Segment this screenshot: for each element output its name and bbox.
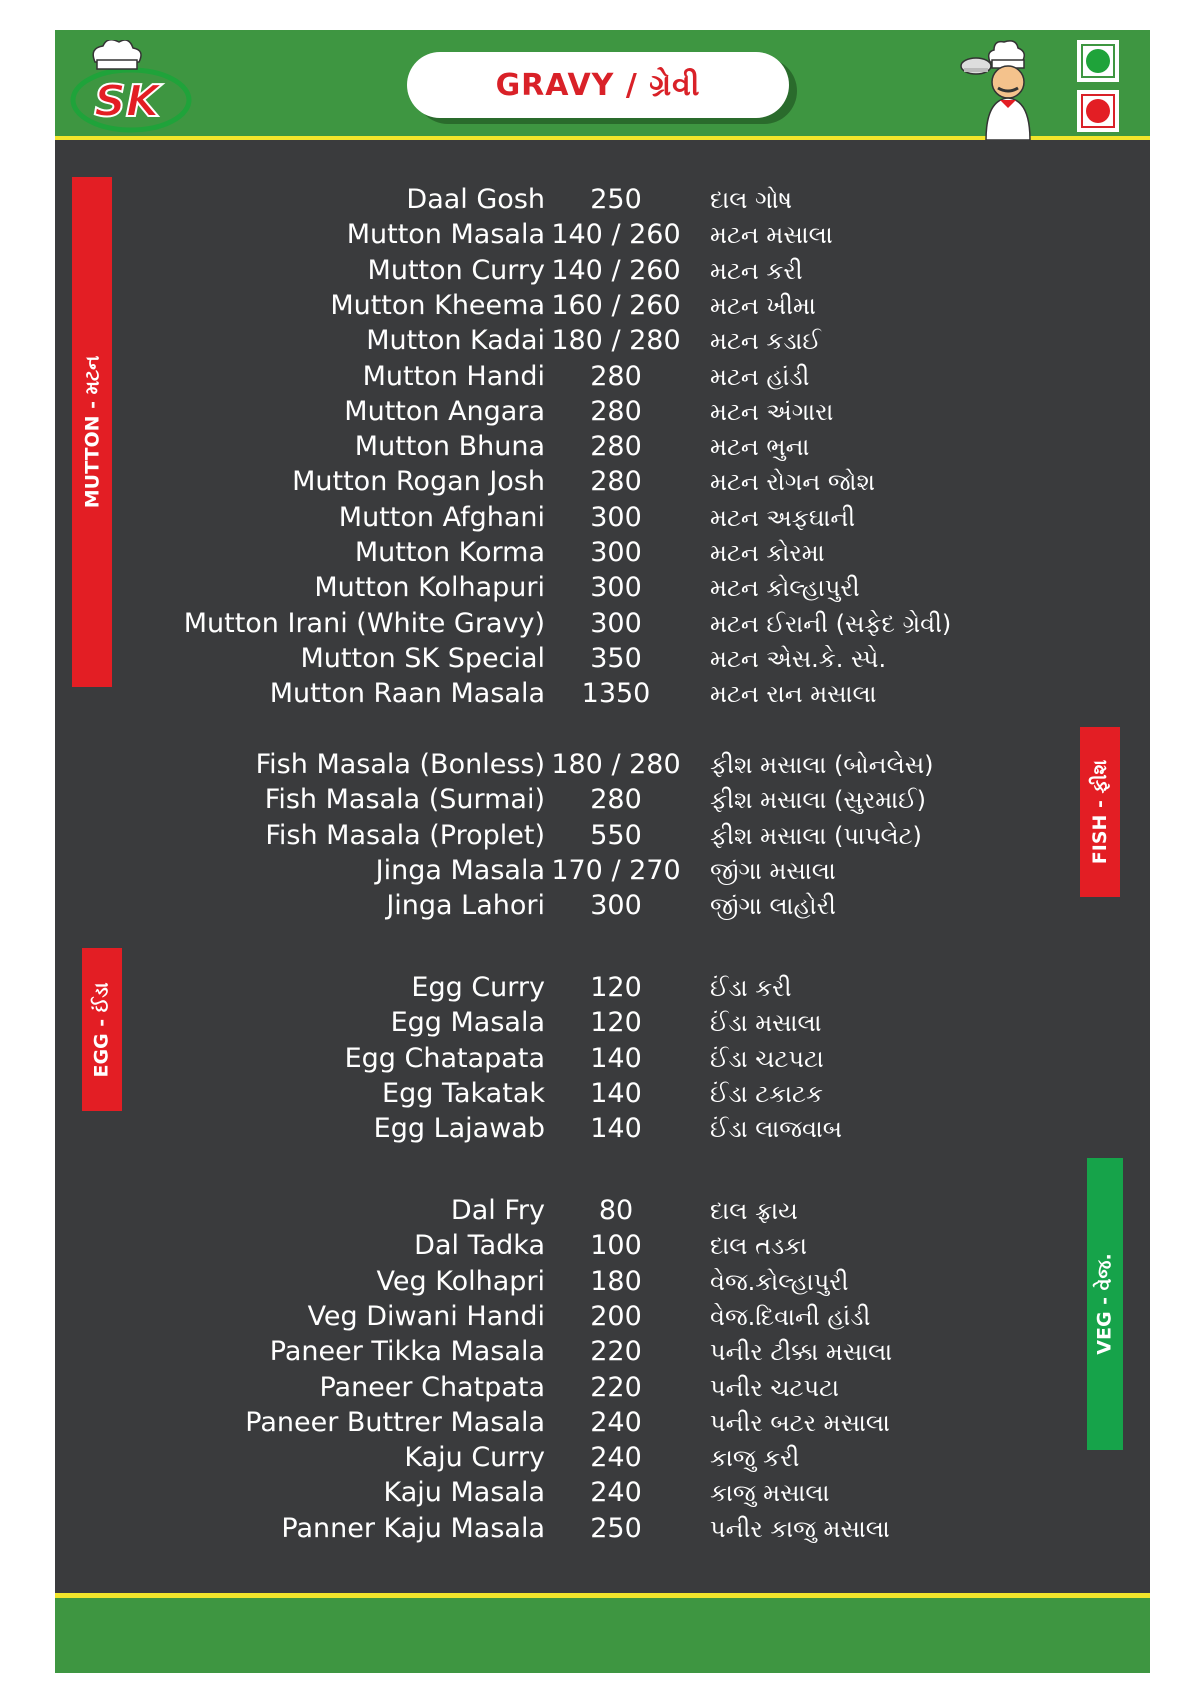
dish-price: 240 <box>590 1442 642 1474</box>
menu-item-row <box>55 429 1150 465</box>
menu-item-row <box>55 641 1150 677</box>
dish-name-english: Mutton Afghani <box>338 501 545 533</box>
dish-price: 280 <box>590 784 642 816</box>
dish-price: 140 <box>590 1042 642 1074</box>
menu-item-row <box>55 253 1150 289</box>
dish-name-gujarati: મટન કોલ્હાપુરી <box>710 574 860 603</box>
sk-logo <box>65 40 195 135</box>
veg-mark-icon <box>1077 40 1119 82</box>
dish-price: 250 <box>590 1512 642 1544</box>
dish-name-gujarati: મટન કરી <box>710 256 803 285</box>
menu-item-row <box>55 970 1150 1006</box>
menu-item-row <box>55 1193 1150 1229</box>
dish-name-gujarati: મટન એસ.કે. સ્પે. <box>710 644 887 673</box>
dish-price: 250 <box>590 184 642 215</box>
svg-text:SK: SK <box>94 76 160 127</box>
dish-name-gujarati: ઈંડા ટકાટક <box>710 1079 823 1108</box>
menu-item-row <box>55 853 1150 889</box>
dish-name-gujarati: મટન ઈરાની (સફેદ ગ્રેવી) <box>710 609 952 638</box>
menu-item-row <box>55 1005 1150 1041</box>
dish-name-english: Dal Fry <box>450 1195 545 1226</box>
menu-item-row <box>55 1076 1150 1112</box>
menu-item-row <box>55 535 1150 571</box>
dish-name-english: Mutton Angara <box>344 395 545 427</box>
dish-name-english: Egg Chatapata <box>344 1042 545 1074</box>
dish-price: 1350 <box>581 678 651 710</box>
dish-name-english: Egg Curry <box>411 972 545 1003</box>
dish-price: 140 <box>590 1113 642 1145</box>
dish-price: 140 / 260 <box>551 254 681 286</box>
menu-item-row <box>55 818 1150 854</box>
menu-item-row <box>55 1370 1150 1406</box>
dish-name-gujarati: મટન હાંડી <box>710 362 810 391</box>
dish-name-english: Jinga Masala <box>375 854 545 886</box>
dish-price: 220 <box>590 1336 642 1368</box>
menu-item-row <box>55 288 1150 324</box>
dish-name-english: Mutton Curry <box>367 254 545 286</box>
dish-name-gujarati: દાલ ફ્રાય <box>710 1197 798 1225</box>
menu-item-row <box>55 359 1150 395</box>
dish-price: 280 <box>590 360 642 392</box>
menu-item-row <box>55 1475 1150 1511</box>
menu-item-row <box>55 1511 1150 1547</box>
dish-name-gujarati: ઈંડા ચટપટા <box>710 1044 824 1073</box>
dish-name-gujarati: પનીર કાજુ મસાલા <box>710 1514 890 1543</box>
header-band <box>55 30 1150 140</box>
menu-item-row <box>55 1041 1150 1077</box>
dish-name-english: Fish Masala (Bonless) <box>255 749 545 780</box>
dish-name-gujarati: ફીશ મસાલા (સુરમાઈ) <box>710 786 926 815</box>
menu-item-row <box>55 1440 1150 1476</box>
dish-price: 180 / 280 <box>551 325 681 357</box>
dish-name-gujarati: ઈંડા લાજવાબ <box>710 1115 843 1144</box>
dish-name-gujarati: દાલ તડકા <box>710 1232 807 1261</box>
dish-name-gujarati: મટન કડાઈ <box>710 327 821 356</box>
dish-name-english: Egg Lajawab <box>373 1113 545 1145</box>
dish-price: 100 <box>590 1230 642 1262</box>
dish-name-gujarati: મટન રાન મસાલા <box>710 680 877 709</box>
dish-price: 300 <box>590 890 642 922</box>
dish-name-english: Jinga Lahori <box>386 890 545 922</box>
dish-name-english: Fish Masala (Surmai) <box>264 784 545 816</box>
dish-name-english: Daal Gosh <box>406 184 545 215</box>
dish-name-english: Mutton Raan Masala <box>269 678 545 710</box>
dish-name-gujarati: ઈંડા કરી <box>710 974 792 1002</box>
menu-item-row <box>55 782 1150 818</box>
dish-name-english: Fish Masala (Proplet) <box>265 819 545 851</box>
dish-price: 180 <box>590 1265 642 1297</box>
dish-price: 220 <box>590 1371 642 1403</box>
dish-price: 280 <box>590 466 642 498</box>
menu-card <box>55 30 1150 1673</box>
dish-price: 80 <box>598 1195 634 1226</box>
dish-price: 300 <box>590 572 642 604</box>
menu-item-row <box>55 323 1150 359</box>
page-title: GRAVY / ગ્રેવી <box>495 67 701 103</box>
dish-name-english: Mutton Kadai <box>366 325 545 357</box>
dish-price: 350 <box>590 642 642 674</box>
menu-item-row <box>55 182 1150 218</box>
dish-price: 280 <box>590 395 642 427</box>
menu-item-row <box>55 394 1150 430</box>
menu-item-row <box>55 1405 1150 1441</box>
dish-name-english: Egg Takatak <box>382 1077 545 1109</box>
dish-price: 280 <box>590 431 642 463</box>
dish-name-gujarati: કાજુ મસાલા <box>710 1479 830 1508</box>
fish-section-tab: FISH - ફીશ <box>1080 727 1120 897</box>
dish-name-gujarati: મટન અંગારા <box>710 397 834 426</box>
dish-name-english: Mutton Rogan Josh <box>292 466 545 498</box>
menu-item-row <box>55 606 1150 642</box>
dish-name-english: Mutton Kheema <box>330 289 545 321</box>
dish-price: 240 <box>590 1477 642 1509</box>
dish-name-gujarati: મટન ભુના <box>710 433 810 462</box>
dish-name-english: Kaju Curry <box>404 1442 545 1474</box>
dish-name-english: Paneer Buttrer Masala <box>245 1406 545 1438</box>
dish-name-english: Dal Tadka <box>414 1230 545 1262</box>
menu-item-row <box>55 570 1150 606</box>
dish-name-gujarati: મટન મસાલા <box>710 221 833 250</box>
dish-name-gujarati: જીંગા લાહોરી <box>710 892 836 921</box>
dish-name-gujarati: વેજ.દિવાની હાંડી <box>710 1302 871 1331</box>
dish-name-gujarati: પનીર બટર મસાલા <box>710 1408 890 1437</box>
dish-name-gujarati: વેજ.કોલ્હાપુરી <box>710 1267 849 1296</box>
dish-name-english: Mutton Kolhapuri <box>314 572 545 604</box>
dish-name-english: Mutton SK Special <box>300 642 545 674</box>
dish-name-english: Paneer Tikka Masala <box>269 1336 545 1368</box>
dish-name-gujarati: દાલ ગોષ <box>710 186 793 214</box>
dish-name-gujarati: ફીશ મસાલા (પાપલેટ) <box>710 821 922 850</box>
dish-name-english: Mutton Korma <box>354 537 545 568</box>
menu-item-row <box>55 464 1150 500</box>
dish-price: 140 / 260 <box>551 219 681 251</box>
dish-name-english: Mutton Irani (White Gravy) <box>183 607 545 639</box>
dish-name-english: Mutton Bhuna <box>354 431 545 463</box>
dish-price: 300 <box>590 607 642 639</box>
dish-name-english: Veg Diwani Handi <box>307 1300 545 1332</box>
dish-price: 120 <box>590 972 642 1003</box>
menu-item-row <box>55 1264 1150 1300</box>
title-pill <box>407 52 789 118</box>
menu-item-row <box>55 1228 1150 1264</box>
dish-price: 200 <box>590 1300 642 1332</box>
dish-name-english: Mutton Handi <box>362 360 545 392</box>
dish-name-english: Mutton Masala <box>346 219 545 251</box>
menu-item-row <box>55 747 1150 783</box>
menu-item-row <box>55 1111 1150 1147</box>
dish-name-gujarati: મટન રોગન જોશ <box>710 468 876 497</box>
mutton-section-tab: MUTTON - મટન <box>72 177 112 687</box>
menu-item-row <box>55 500 1150 536</box>
veg-section-tab: VEG - વેજ. <box>1087 1158 1123 1450</box>
dish-name-gujarati: ફીશ મસાલા (બોનલેસ) <box>710 751 934 779</box>
chef-icon <box>960 36 1070 140</box>
nonveg-mark-icon <box>1077 90 1119 132</box>
egg-section-tab: EGG - ઈંડા <box>82 948 122 1111</box>
dish-price: 170 / 270 <box>551 854 681 886</box>
dish-name-gujarati: જીંગા મસાલા <box>710 856 836 885</box>
dish-name-gujarati: પનીર ચટપટા <box>710 1373 839 1402</box>
dish-name-gujarati: મટન કોરમા <box>710 539 825 567</box>
dish-name-english: Veg Kolhapri <box>376 1265 545 1297</box>
dish-price: 180 / 280 <box>551 749 681 780</box>
dish-price: 160 / 260 <box>551 289 681 321</box>
dish-name-english: Kaju Masala <box>383 1477 545 1509</box>
dish-name-gujarati: પનીર ટીક્કા મસાલા <box>710 1338 893 1367</box>
dish-price: 550 <box>590 819 642 851</box>
dish-price: 300 <box>590 501 642 533</box>
footer-band <box>55 1593 1150 1673</box>
menu-item-row <box>55 676 1150 712</box>
dish-name-english: Panner Kaju Masala <box>281 1512 545 1544</box>
dish-price: 120 <box>590 1007 642 1039</box>
dish-name-english: Egg Masala <box>390 1007 545 1039</box>
dish-name-english: Paneer Chatpata <box>319 1371 545 1403</box>
menu-item-row <box>55 217 1150 253</box>
dish-name-gujarati: મટન ખીમા <box>710 291 816 320</box>
dish-name-gujarati: કાજુ કરી <box>710 1444 800 1473</box>
menu-item-row <box>55 888 1150 924</box>
dish-price: 240 <box>590 1406 642 1438</box>
menu-item-row <box>55 1334 1150 1370</box>
dish-name-gujarati: ઈંડા મસાલા <box>710 1009 822 1038</box>
dish-name-gujarati: મટન અફઘાની <box>710 503 856 532</box>
menu-item-row <box>55 1299 1150 1335</box>
dish-price: 300 <box>590 537 642 568</box>
dish-price: 140 <box>590 1077 642 1109</box>
